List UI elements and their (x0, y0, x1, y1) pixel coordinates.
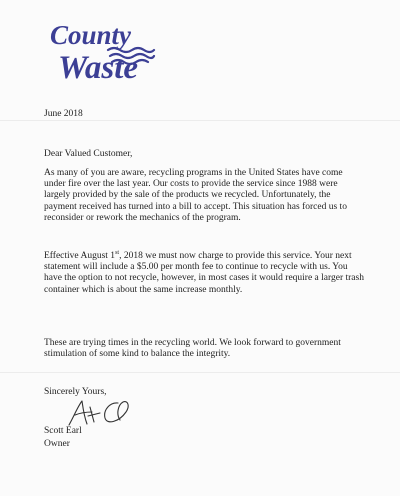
scan-artifact-line (0, 120, 400, 121)
signer-title: Owner (44, 439, 70, 449)
paragraph-3-text: These are trying times in the recycling world. We look forward to government stimulation of some kind to balance the integrity. (44, 338, 341, 360)
signer-name: Scott Earl (44, 426, 82, 436)
paragraph-2-start: Effective August 1 (44, 251, 116, 261)
logo-text-county: County (50, 20, 132, 50)
handwritten-signature (66, 398, 134, 428)
salutation: Dear Valued Customer, (44, 149, 133, 159)
letter-date: June 2018 (44, 109, 83, 119)
logo-text-waste: Waste (58, 50, 139, 86)
paragraph-recycling-costs (44, 168, 364, 224)
paragraph-2-rest: , 2018 we must now charge to provide this service. Your next statement will include a $5.00 per month fee to continue to recycle with us. You have the option to not recycle, however, in most cases it would require a larger trash container which is about the same increase monthly. (44, 251, 364, 295)
ordinal-suffix: st (115, 249, 120, 256)
paragraph-closing-remarks (44, 338, 364, 360)
paragraph-new-fee (44, 251, 364, 296)
closing-phrase: Sincerely Yours, (44, 387, 107, 397)
county-waste-logo (44, 14, 156, 88)
scan-artifact-line (0, 372, 400, 373)
paragraph-1-text: As many of you are aware, recycling programs in the United States have come under fire over the last year. Our costs to provide the service since 1988 were largely provided by the sale of the products we recycled. Unfortunately, the payment received has turned into a bill to accept. This situation has forced us to reconsider or rework the mechanics of the program. (44, 168, 347, 223)
paragraph-2-text (44, 251, 364, 296)
